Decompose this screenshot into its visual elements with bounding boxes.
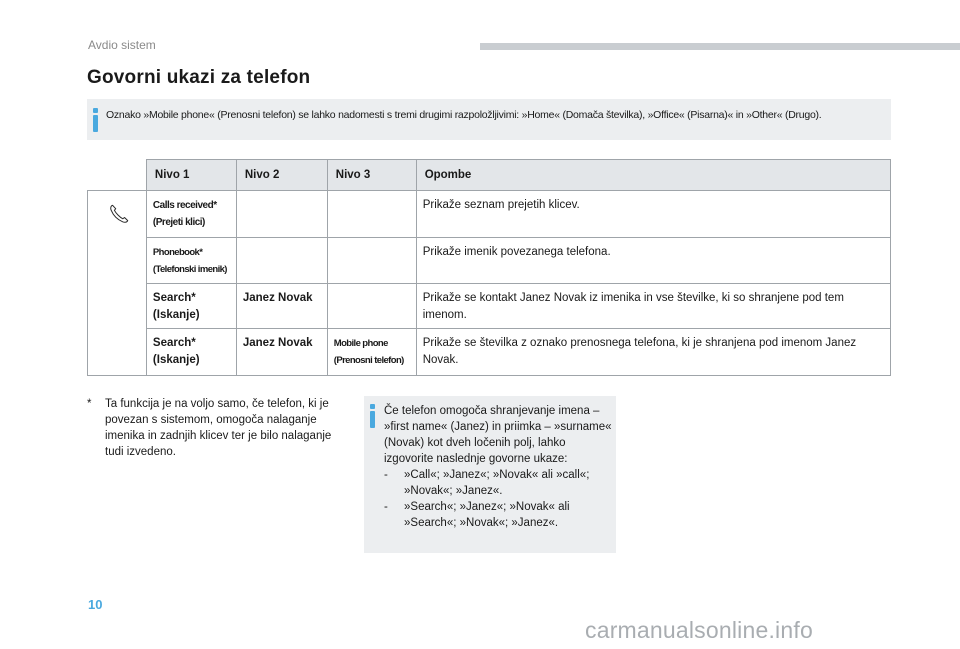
footnote-text: Ta funkcija je na voljo samo, če telefon, ki je povezan s sistemom, omogoča nalaganje imenika in zadnjih klicev ter je bilo nalaganje tudi izvedeno. [105,398,332,458]
footnote-marker: * [87,398,92,410]
cell-level3: Mobile phone (Prenosni telefon) [327,329,416,376]
page-number: 10 [88,597,103,612]
section-label: Avdio sistem [88,38,156,52]
note-intro: Če telefon omogoča shranjevanje imena – »first name« (Janez) in priimka – »surname« (Novak) kot dveh ločenih polj, lahko izgovorite naslednje govorne ukaze: [384,405,612,465]
list-dash: - [384,501,388,513]
voice-commands-table [87,159,891,376]
cell-note: Prikaže se kontakt Janez Novak iz imenika in vse številke, ki so shranjene pod tem imenom. [416,284,890,329]
cell-level2: Janez Novak [236,329,327,376]
cell-level3 [327,238,416,284]
table-header-level1: Nivo 1 [146,160,236,191]
table-header-level2: Nivo 2 [236,160,327,191]
cell-level1: Calls received* (Prejeti klici) [146,191,236,238]
table-header-row [88,160,891,191]
cell-level2 [236,238,327,284]
note-box [364,396,616,553]
cell-note: Prikaže imenik povezanega telefona. [416,238,890,284]
note-list [384,467,612,531]
table-row [88,191,891,238]
table-row [88,238,891,284]
table-row [88,284,891,329]
page-title: Govorni ukazi za telefon [87,67,311,88]
cell-level1: Search* (Iskanje) [146,284,236,329]
info-box [87,99,891,140]
info-icon [370,404,375,428]
list-item-text: »Search«; »Janez«; »Novak« ali »Search«; »Novak«; »Janez«. [404,501,570,529]
list-item [384,499,612,531]
footnote [87,396,352,460]
info-text: Oznako »Mobile phone« (Prenosni telefon) se lahko nadomesti s tremi drugimi razpoložljivimi: »Home« (Domača številka), »Office« (Pisarna)« in »Other« (Drugo). [106,109,822,121]
table-header-blank [88,160,147,191]
table-header-level3: Nivo 3 [327,160,416,191]
list-item [384,467,612,499]
cell-level3 [327,284,416,329]
list-item-text: »Call«; »Janez«; »Novak« ali »call«; »Novak«; »Janez«. [404,469,590,497]
phone-handset-icon [108,203,130,225]
cell-level2: Janez Novak [236,284,327,329]
cell-level1: Search* (Iskanje) [146,329,236,376]
cell-note: Prikaže se številka z oznako prenosnega telefona, ki je shranjena pod imenom Janez Novak. [416,329,890,376]
cell-level3 [327,191,416,238]
note-text [384,403,612,531]
cell-level2 [236,191,327,238]
table-header-notes: Opombe [416,160,890,191]
watermark: carmanualsonline.info [585,617,813,643]
header-bar [480,43,960,50]
phone-icon-cell [88,191,147,376]
table-row [88,329,891,376]
info-icon [93,108,98,132]
cell-note: Prikaže seznam prejetih klicev. [416,191,890,238]
cell-level1: Phonebook* (Telefonski imenik) [146,238,236,284]
list-dash: - [384,469,388,481]
